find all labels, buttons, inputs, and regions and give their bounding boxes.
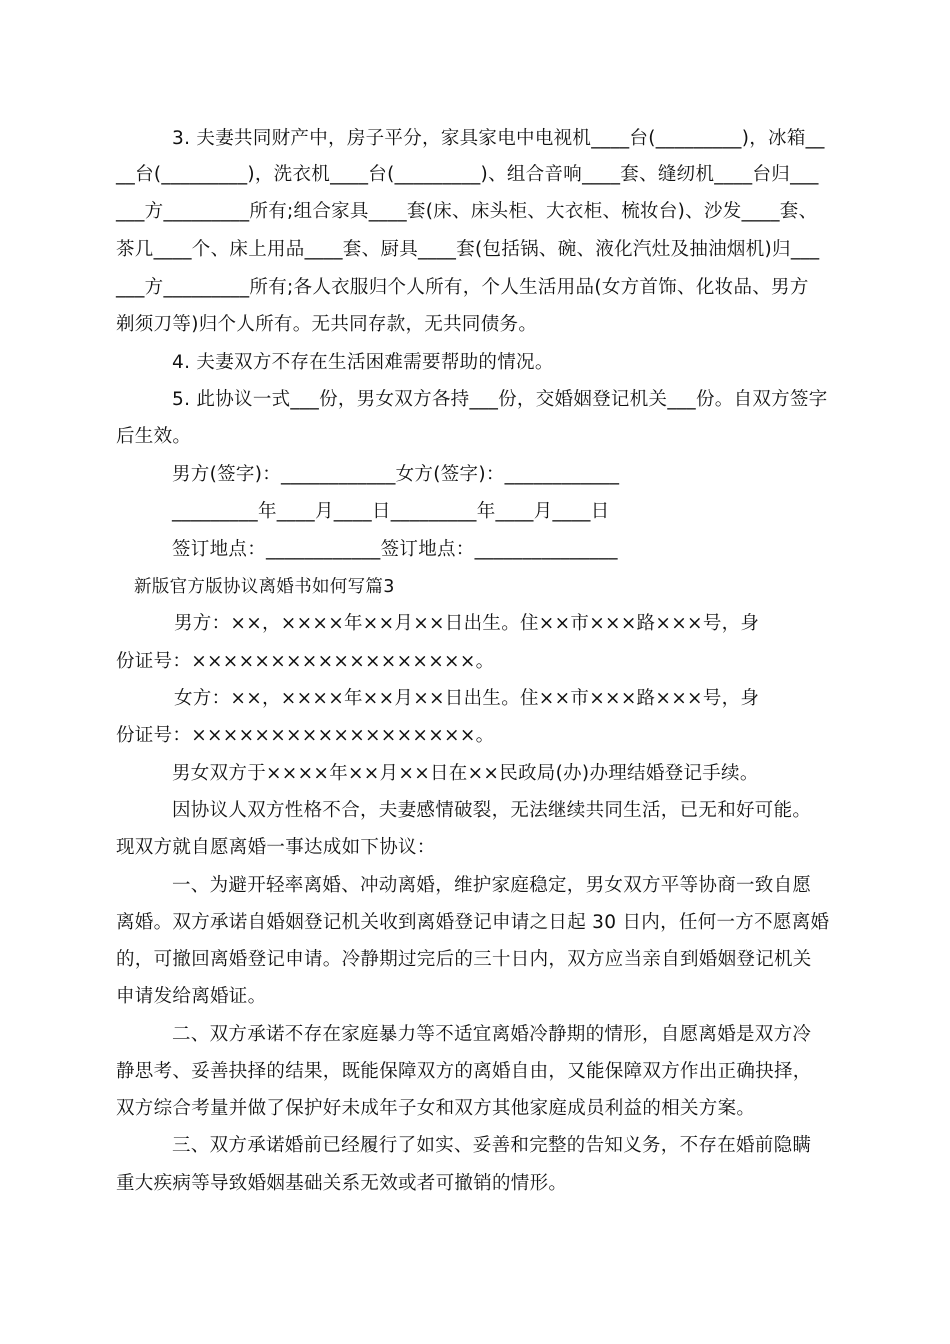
paragraph-line: 现双方就自愿离婚一事达成如下协议： [116, 837, 436, 858]
paragraph-line: 双方综合考量并做了保护好未成年子女和双方其他家庭成员利益的相关方案。 [116, 1098, 756, 1119]
paragraph-line: __台(_________)，洗衣机____台(_________)、组合音响____套、缝纫机____台归___ [116, 164, 819, 185]
paragraph-line: 份证号：××××××××××××××××××。 [116, 725, 495, 746]
paragraph-line: 男方：××，××××年××月××日出生。住××市×××路×××号，身 [174, 613, 760, 634]
paragraph-line: 3. 夫妻共同财产中，房子平分，家具家电中电视机____台(_________)，冰箱__ [172, 128, 825, 149]
paragraph-line: 三、双方承诺婚前已经履行了如实、妥善和完整的告知义务，不存在婚前隐瞒 [172, 1135, 812, 1156]
location-line: 签订地点：____________签订地点：_______________ [172, 539, 618, 560]
paragraph-line: 因协议人双方性格不合，夫妻感情破裂，无法继续共同生活，已无和好可能。 [172, 800, 812, 821]
paragraph-line: 后生效。 [116, 426, 192, 447]
paragraph-line: 静思考、妥善抉择的结果，既能保障双方的离婚自由，又能保障双方作出正确抉择， [116, 1061, 812, 1082]
paragraph-line: 男女双方于××××年××月××日在××民政局(办)办理结婚登记手续。 [172, 763, 759, 784]
paragraph-line: 的，可撤回离婚登记申请。冷静期过完后的三十日内，双方应当亲自到婚姻登记机关 [116, 949, 812, 970]
paragraph-line: 女方：××，××××年××月××日出生。住××市×××路×××号，身 [174, 688, 760, 709]
paragraph-line: ___方_________所有;组合家具____套(床、床头柜、大衣柜、梳妆台)、沙发____套、 [116, 201, 818, 222]
date-line: _________年____月____日_________年____月____日 [172, 501, 610, 522]
paragraph-line: 茶几____个、床上用品____套、厨具____套(包括锅、碗、液化汽灶及抽油烟机)归___ [116, 239, 820, 260]
paragraph-line: 申请发给离婚证。 [116, 986, 267, 1007]
paragraph-line: 份证号：××××××××××××××××××。 [116, 651, 495, 672]
paragraph-line: ___方_________所有;各人衣服归个人所有，个人生活用品(女方首饰、化妆品、男方 [116, 277, 809, 298]
paragraph-line: 离婚。双方承诺自婚姻登记机关收到离婚登记申请之日起 30 日内，任何一方不愿离婚 [116, 912, 830, 933]
paragraph-line: 4. 夫妻双方不存在生活困难需要帮助的情况。 [172, 352, 554, 373]
paragraph-line: 剃须刀等)归个人所有。无共同存款，无共同债务。 [116, 314, 538, 335]
signature-line: 男方(签字)：____________女方(签字)：____________ [172, 464, 620, 485]
section-title: 新版官方版协议离婚书如何写篇3 [134, 577, 395, 597]
paragraph-line: 一、为避开轻率离婚、冲动离婚，维护家庭稳定，男女双方平等协商一致自愿 [172, 875, 812, 896]
paragraph-line: 重大疾病等导致婚姻基础关系无效或者可撤销的情形。 [116, 1173, 568, 1194]
paragraph-line: 5. 此协议一式___份，男女双方各持___份，交婚姻登记机关___份。自双方签字 [172, 389, 828, 410]
paragraph-line: 二、双方承诺不存在家庭暴力等不适宜离婚冷静期的情形，自愿离婚是双方冷 [172, 1024, 812, 1045]
